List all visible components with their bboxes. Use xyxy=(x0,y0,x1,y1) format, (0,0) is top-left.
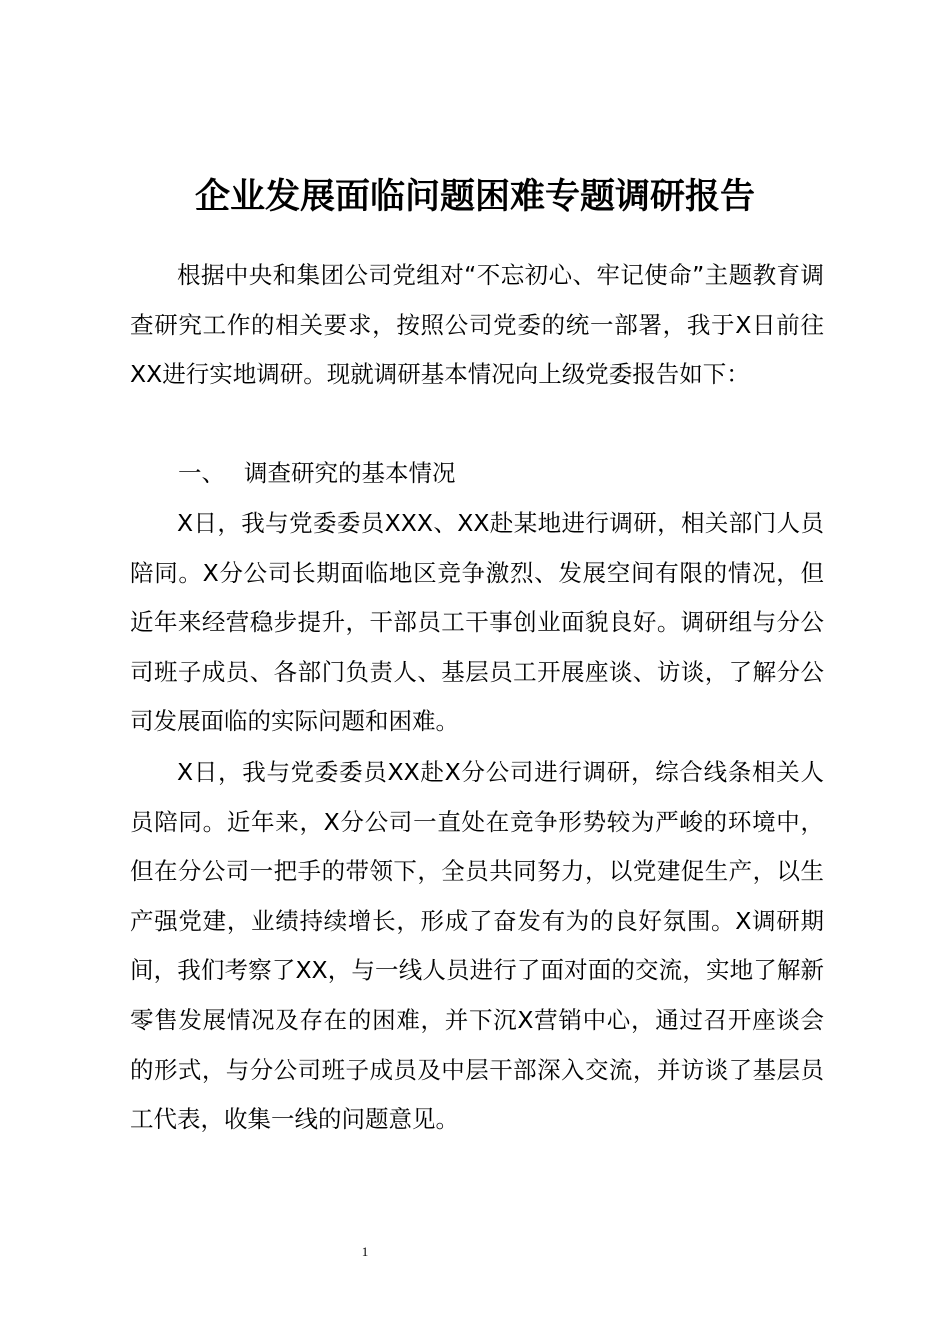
section-heading-number: 一、 xyxy=(178,459,225,487)
body-paragraph: X日，我与党委委员XX赴X分公司进行调研，综合线条相关人员陪同。近年来，X分公司一直处在竞争形势较为严峻的环境中，但在分公司一把手的带领下，全员共同努力，以党建促生产，以生产强党建，业绩持续增长，形成了奋发有为的良好氛围。X调研期间，我们考察了XX，与一线人员进行了面对面的交流，实地了解新零售发展情况及存在的困难，并下沉X营销中心，通过召开座谈会的形式，与分公司班子成员及中层干部深入交流，并访谈了基层员工代表，收集一线的问题意见。 xyxy=(130,758,824,1134)
page-number: 1 xyxy=(361,1244,369,1259)
section-heading-text: 调查研究的基本情况 xyxy=(244,459,456,487)
section-heading xyxy=(178,449,456,499)
intro-paragraph: 根据中央和集团公司党组对“不忘初心、牢记使命”主题教育调查研究工作的相关要求，按照公司党委的统一部署，我于X日前往XX进行实地调研。现就调研基本情况向上级党委报告如下： xyxy=(130,261,824,389)
document-title: 企业发展面临问题困难专题调研报告 xyxy=(194,176,755,218)
body-paragraph: X日，我与党委委员XXX、XX赴某地进行调研，相关部门人员陪同。X分公司长期面临地区竞争激烈、发展空间有限的情况，但近年来经营稳步提升，干部员工干事创业面貌良好。调研组与分公司班子成员、各部门负责人、基层员工开展座谈、访谈，了解分公司发展面临的实际问题和困难。 xyxy=(130,509,824,736)
